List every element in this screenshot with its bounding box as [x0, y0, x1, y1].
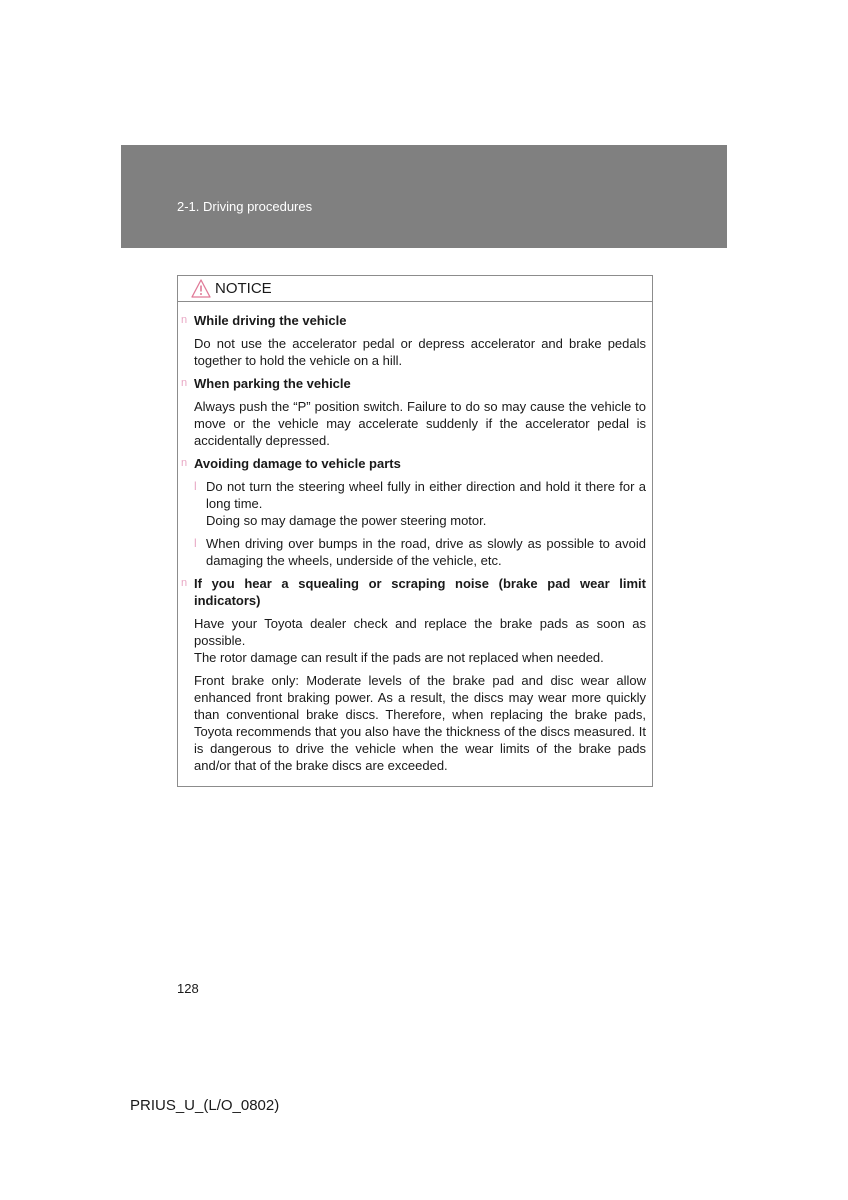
section-heading: n While driving the vehicle [181, 313, 347, 328]
sub-item-line: Do not turn the steering wheel fully in either direction and hold it there for a long time. [206, 479, 646, 511]
section-paragraph [178, 615, 652, 666]
notice-content [178, 312, 652, 774]
sub-bullet: l [194, 536, 197, 550]
section-heading: n If you hear a squealing or scraping noise (brake pad wear limit indicators) [181, 576, 646, 608]
sub-item-bumps [178, 535, 652, 569]
paragraph-line: The rotor damage can result if the pads are not replaced when needed. [194, 650, 604, 665]
document-code: PRIUS_U_(L/O_0802) [130, 1097, 280, 1114]
warning-triangle-icon [191, 279, 211, 298]
section-heading: n Avoiding damage to vehicle parts [181, 456, 401, 471]
section-bullet: n [181, 377, 188, 389]
notice-section-driving [178, 312, 652, 369]
section-heading: n When parking the vehicle [181, 376, 351, 391]
section-label: 2-1. Driving procedures [177, 199, 313, 214]
sub-item-line: When driving over bumps in the road, drive as slowly as possible to avoid damaging the wheels, underside of the vehicle, etc. [206, 536, 646, 568]
notice-section-damage [178, 455, 652, 569]
notice-section-brake-noise [178, 575, 652, 774]
header-band [121, 145, 727, 248]
section-paragraph: Always push the “P” position switch. Failure to do so may cause the vehicle to move or the vehicle may accelerate suddenly if the accelerator pedal is accidentally depressed. [194, 399, 646, 448]
page-number: 128 [177, 981, 199, 996]
sub-item-steering [178, 478, 652, 529]
paragraph-line: Have your Toyota dealer check and replace the brake pads as soon as possible. [194, 616, 646, 648]
section-bullet: n [181, 457, 188, 469]
sub-item-line: Doing so may damage the power steering motor. [206, 513, 487, 528]
section-paragraph: Do not use the accelerator pedal or depress accelerator and brake pedals together to hold the vehicle on a hill. [194, 336, 646, 368]
section-bullet: n [181, 577, 188, 589]
sub-bullet: l [194, 479, 197, 493]
notice-header [178, 276, 652, 302]
section-paragraph: Front brake only: Moderate levels of the brake pad and disc wear allow enhanced front braking power. As a result, the discs may wear more quickly than conventional brake discs. Therefore, when replacing the brake pads, Toyota recommends that you also have the thickness of the discs measured. It is dangerous to drive the vehicle when the wear limits of the brake pads and/or that of the brake discs are exceeded. [194, 673, 646, 773]
notice-title: NOTICE [215, 280, 272, 297]
section-bullet: n [181, 314, 188, 326]
notice-box [177, 275, 653, 787]
notice-section-parking [178, 375, 652, 449]
